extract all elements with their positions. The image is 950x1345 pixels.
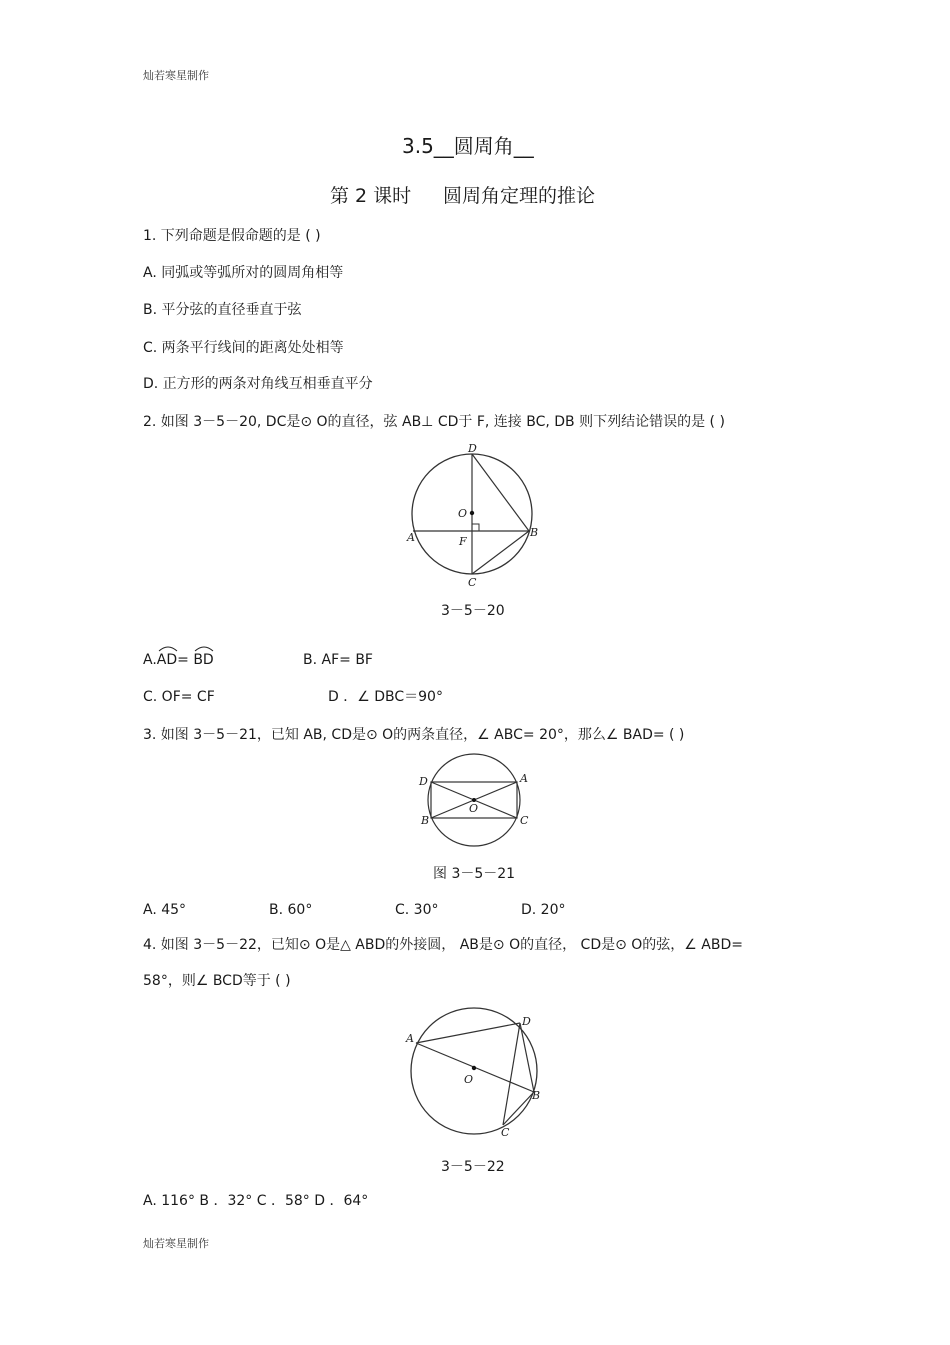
- label-d: D: [419, 775, 428, 788]
- q3-option-a: A. 45°: [143, 902, 187, 918]
- circle-o: [411, 1008, 537, 1134]
- label-b: B: [530, 526, 539, 539]
- q2-stem: 2. 如图 3－5－20, DC是⊙ O的直径，弦 AB⊥ CD于 F, 连接 BC, DB 则下列结论错误的是 ( ): [143, 414, 725, 430]
- section-title: 3.5__圆周角__: [402, 134, 534, 158]
- label-f: F: [459, 535, 467, 548]
- label-o: O: [469, 802, 479, 815]
- label-c: C: [468, 576, 477, 589]
- label-b: B: [421, 814, 430, 827]
- chord-db: [520, 1023, 534, 1092]
- label-o: O: [464, 1073, 474, 1086]
- footer-watermark: 灿若寒星制作: [143, 1237, 209, 1250]
- q2-option-b: B. AF= BF: [303, 652, 373, 668]
- q1-stem: 1. 下列命题是假命题的是 ( ): [143, 228, 321, 244]
- label-o: O: [458, 507, 468, 520]
- q4-stem-line1: 4. 如图 3－5－22，已知⊙ O是△ ABD的外接圆， AB是⊙ O的直径， CD是⊙ O的弦，∠ ABD=: [143, 937, 743, 953]
- q2-option-a-eq: =: [177, 652, 194, 668]
- header-watermark: 灿若寒星制作: [143, 69, 209, 82]
- segment-bc: [472, 531, 529, 574]
- q4-options: A. 116° B ．32° C ．58° D ．64°: [143, 1193, 369, 1209]
- label-b: B: [532, 1089, 541, 1102]
- label-c: C: [520, 814, 529, 827]
- lesson-label: 第 2 课时: [330, 185, 412, 207]
- q2-option-a: [143, 651, 214, 669]
- label-a: A: [407, 531, 415, 544]
- label-a: A: [520, 772, 528, 785]
- q4-stem-line2: 58°，则∠ BCD等于 ( ): [143, 973, 291, 989]
- q3-option-b: B. 60°: [269, 902, 313, 918]
- q4-figure-caption: 3－5－22: [441, 1159, 505, 1175]
- arc-bd-label: BD: [193, 652, 214, 668]
- q3-option-d: D. 20°: [521, 902, 566, 918]
- q1-option-a: A. 同弧或等弧所对的圆周角相等: [143, 265, 344, 281]
- q3-option-c: C. 30°: [395, 902, 439, 918]
- arc-ad-label: AD: [156, 652, 178, 668]
- arc-bd: [193, 651, 213, 669]
- q1-option-d: D. 正方形的两条对角线互相垂直平分: [143, 376, 373, 392]
- lesson-topic: 圆周角定理的推论: [443, 185, 596, 207]
- figure-3-5-22: [404, 1003, 544, 1143]
- q2-option-a-prefix: A.: [143, 652, 157, 668]
- q1-option-c: C. 两条平行线间的距离处处相等: [143, 340, 344, 356]
- q3-figure-caption: 图 3－5－21: [433, 866, 516, 882]
- figure-3-5-20: [404, 440, 544, 590]
- center-dot: [472, 1066, 476, 1070]
- center-dot: [470, 511, 474, 515]
- q2-figure-caption: 3－5－20: [441, 603, 505, 619]
- segment-db: [472, 454, 529, 531]
- q2-option-c: C. OF= CF: [143, 689, 215, 705]
- label-d: D: [468, 442, 477, 455]
- label-d: D: [522, 1015, 531, 1028]
- chord-ad: [416, 1023, 520, 1043]
- figure-3-5-21: [416, 752, 536, 832]
- label-c: C: [501, 1126, 510, 1139]
- q3-stem: 3. 如图 3－5－21，已知 AB, CD是⊙ O的两条直径，∠ ABC= 20°，那么∠ BAD= ( ): [143, 727, 685, 743]
- q1-option-b: B. 平分弦的直径垂直于弦: [143, 302, 302, 318]
- q2-option-d: D ．∠ DBC＝90°: [328, 689, 443, 705]
- arc-ad: [157, 651, 177, 669]
- right-angle-mark: [472, 524, 479, 531]
- label-a: A: [406, 1032, 414, 1045]
